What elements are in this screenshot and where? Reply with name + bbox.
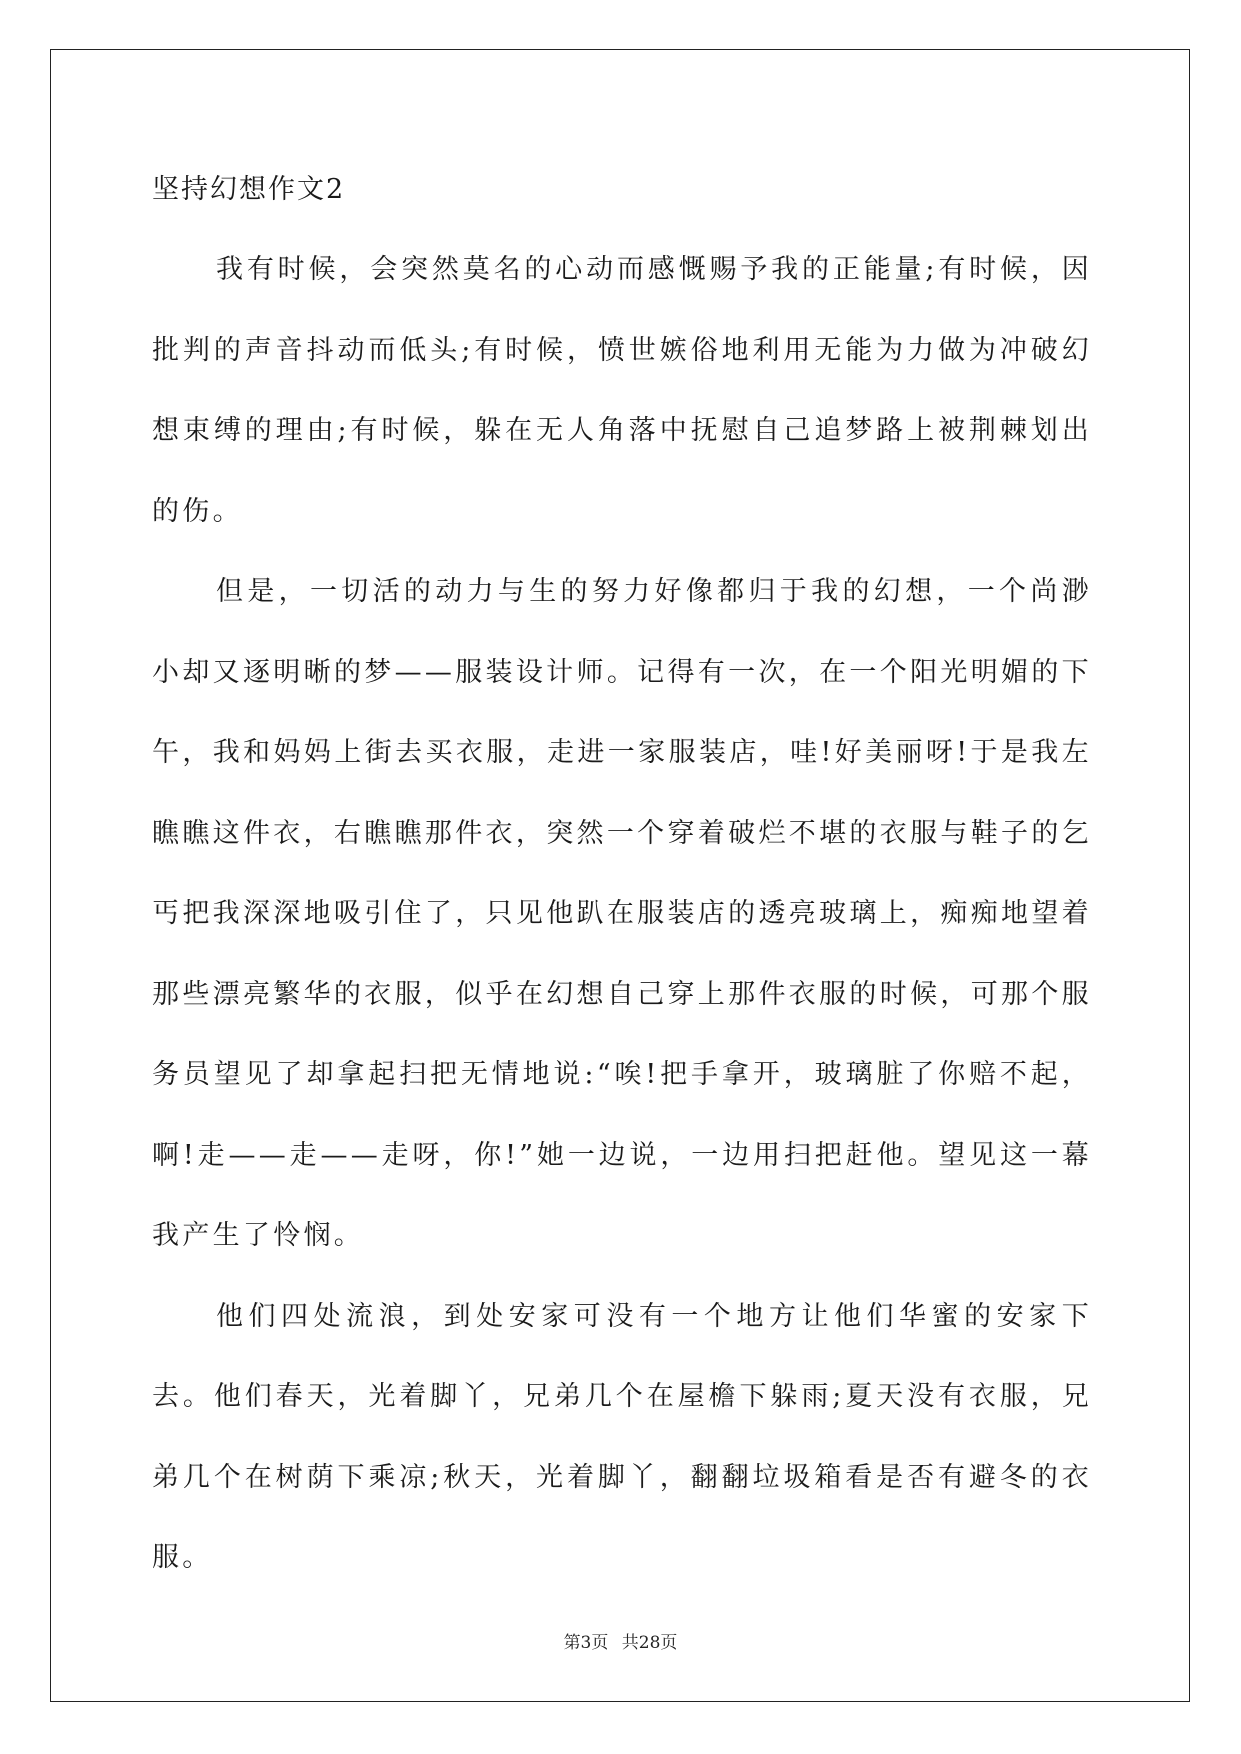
page-total: 共28页 bbox=[621, 1633, 678, 1653]
page-number: 第3页 bbox=[563, 1633, 609, 1653]
page-footer bbox=[0, 1628, 1241, 1653]
document-body bbox=[152, 150, 1092, 1599]
paragraph-2: 但是，一切活的动力与生的努力好像都归于我的幻想，一个尚渺小却又逐明晰的梦——服装设计师。记得有一次，在一个阳光明媚的下午，我和妈妈上街去买衣服，走进一家服装店，哇!好美丽呀!于是我左瞧瞧这件衣，右瞧瞧那件衣，突然一个穿着破烂不堪的衣服与鞋子的乞丐把我深深地吸引住了，只见他趴在服装店的透亮玻璃上，痴痴地望着那些漂亮繁华的衣服，似乎在幻想自己穿上那件衣服的时候，可那个服务员望见了却拿起扫把无情地说:“唉!把手拿开，玻璃脏了你赔不起，啊!走——走——走呀，你!”她一边说，一边用扫把赶他。望见这一幕我产生了怜悯。 bbox=[152, 576, 1092, 1251]
paragraph-3: 他们四处流浪，到处安家可没有一个地方让他们华蜜的安家下去。他们春天，光着脚丫，兄弟几个在屋檐下躲雨;夏天没有衣服，兄弟几个在树荫下乘凉;秋天，光着脚丫，翻翻垃圾箱看是否有避冬的衣服。 bbox=[152, 1300, 1092, 1573]
paragraph-1: 我有时候，会突然莫名的心动而感慨赐予我的正能量;有时候，因批判的声音抖动而低头;有时候，愤世嫉俗地利用无能为力做为冲破幻想束缚的理由;有时候，躲在无人角落中抚慰自己追梦路上被荆棘划出的伤。 bbox=[152, 254, 1092, 527]
document-title: 坚持幻想作文2 bbox=[152, 174, 346, 205]
